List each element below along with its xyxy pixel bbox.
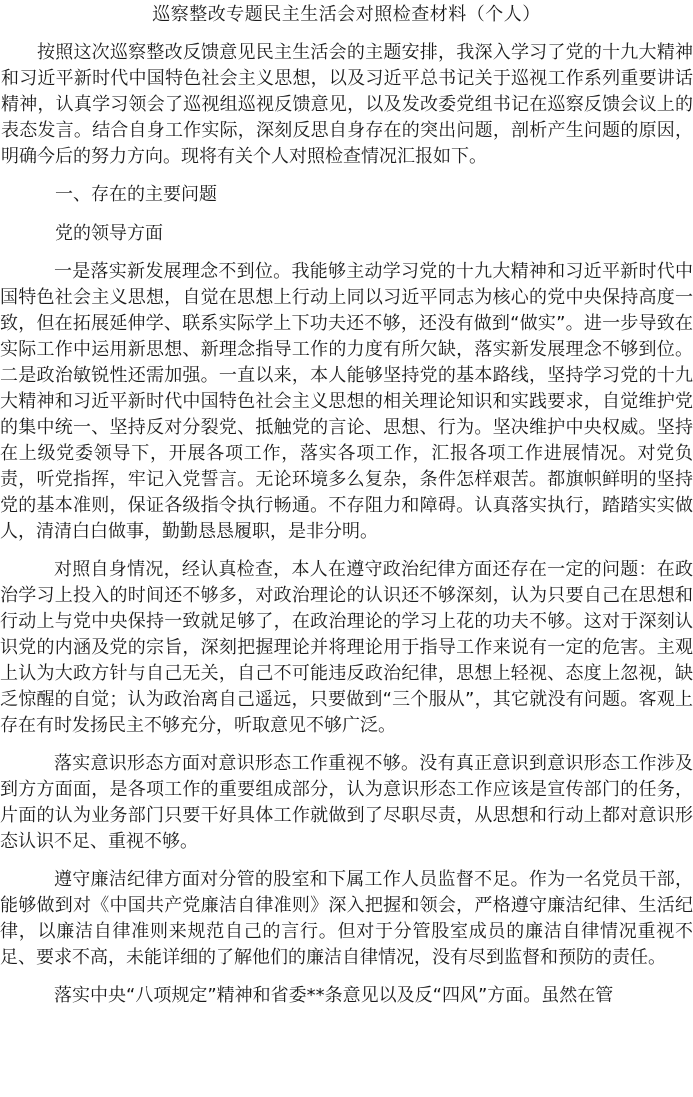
body-paragraph: 遵守廉洁纪律方面对分管的股室和下属工作人员监督不足。作为一名党员干部，能够做到对《中国共产党廉洁自律准则》深入把握和领会，严格遵守廉洁纪律、生活纪律，以廉洁自律准则来规范自己的言行。但对于分管股室成员的廉洁自律情况重视不足、要求不高，未能详细的了解他们的廉洁自律情况，没有尽到监督和预防的责任。 bbox=[0, 869, 693, 968]
section-heading: 一、存在的主要问题 bbox=[55, 184, 217, 205]
body-paragraph: 对照自身情况，经认真检查，本人在遵守政治纪律方面还存在一定的问题：在政治学习上投入的时间还不够多，对政治理论的认识还不够深刻，认为只要自己在思想和行动上与党中央保持一致就足够了，在政治理论的学习上花的功夫不够。这对于深刻认识党的内涵及党的宗旨，深刻把握理论并将理论用于指导工作来说有一定的危害。主观上认为大政方针与自己无关，自己不可能违反政治纪律，思想上轻视、态度上忽视，缺乏惊醒的自觉；认为政治离自己遥远，只要做到“三个服从”，其它就没有问题。客观上存在有时发扬民主不够充分，听取意见不够广泛。 bbox=[0, 559, 693, 736]
body-paragraph: 一是落实新发展理念不到位。我能够主动学习党的十九大精神和习近平新时代中国特色社会主义思想，自觉在思想上行动上同以习近平同志为核心的党中央保持高度一致，但在拓展延伸学、联系实际学上下功夫还不够，还没有做到“做实”。进一步导致在实际工作中运用新思想、新理念指导工作的力度有所欠缺，落实新发展理念不够到位。二是政治敏锐性还需加强。一直以来，本人能够坚持党的基本路线，坚持学习党的十九大精神和习近平新时代中国特色社会主义思想的相关理论知识和实践要求，自觉维护党的集中统一、坚持反对分裂党、抵触党的言论、思想、行为。坚决维护中央权威。坚持在上级党委领导下，开展各项工作，落实各项工作，汇报各项工作进展情况。对党负责，听党指挥，牢记入党誓言。无论环境多么复杂，条件怎样艰苦。都旗帜鲜明的坚持党的基本准则，保证各级指令执行畅通。不存阻力和障碍。认真落实执行，踏踏实实做人，清清白白做事，勤勤恳恳履职，是非分明。 bbox=[0, 261, 693, 542]
subsection-heading: 党的领导方面 bbox=[55, 223, 163, 244]
body-paragraph: 落实意识形态方面对意识形态工作重视不够。没有真正意识到意识形态工作涉及到方方面面，是各项工作的重要组成部分，认为意识形态工作应该是宣传部门的任务，片面的认为业务部门只要干好具体工作就做到了尽职尽责，从思想和行动上都对意识形态认识不足、重视不够。 bbox=[0, 753, 693, 852]
body-paragraph: 落实中央“八项规定”精神和省委**条意见以及反“四风”方面。虽然在管 bbox=[54, 985, 614, 1006]
document-title: 巡察整改专题民主生活会对照检查材料（个人） bbox=[152, 4, 541, 25]
intro-paragraph: 按照这次巡察整改反馈意见民主生活会的主题安排，我深入学习了党的十九大精神和习近平新时代中国特色社会主义思想，以及习近平总书记关于巡视工作系列重要讲话精神，认真学习领会了巡视组巡视反馈意见，以及发改委党组书记在巡察反馈会议上的表态发言。结合自身工作实际，深刻反思自身存在的突出问题，剖析产生问题的原因，明确今后的努力方向。现将有关个人对照检查情况汇报如下。 bbox=[1, 42, 693, 167]
